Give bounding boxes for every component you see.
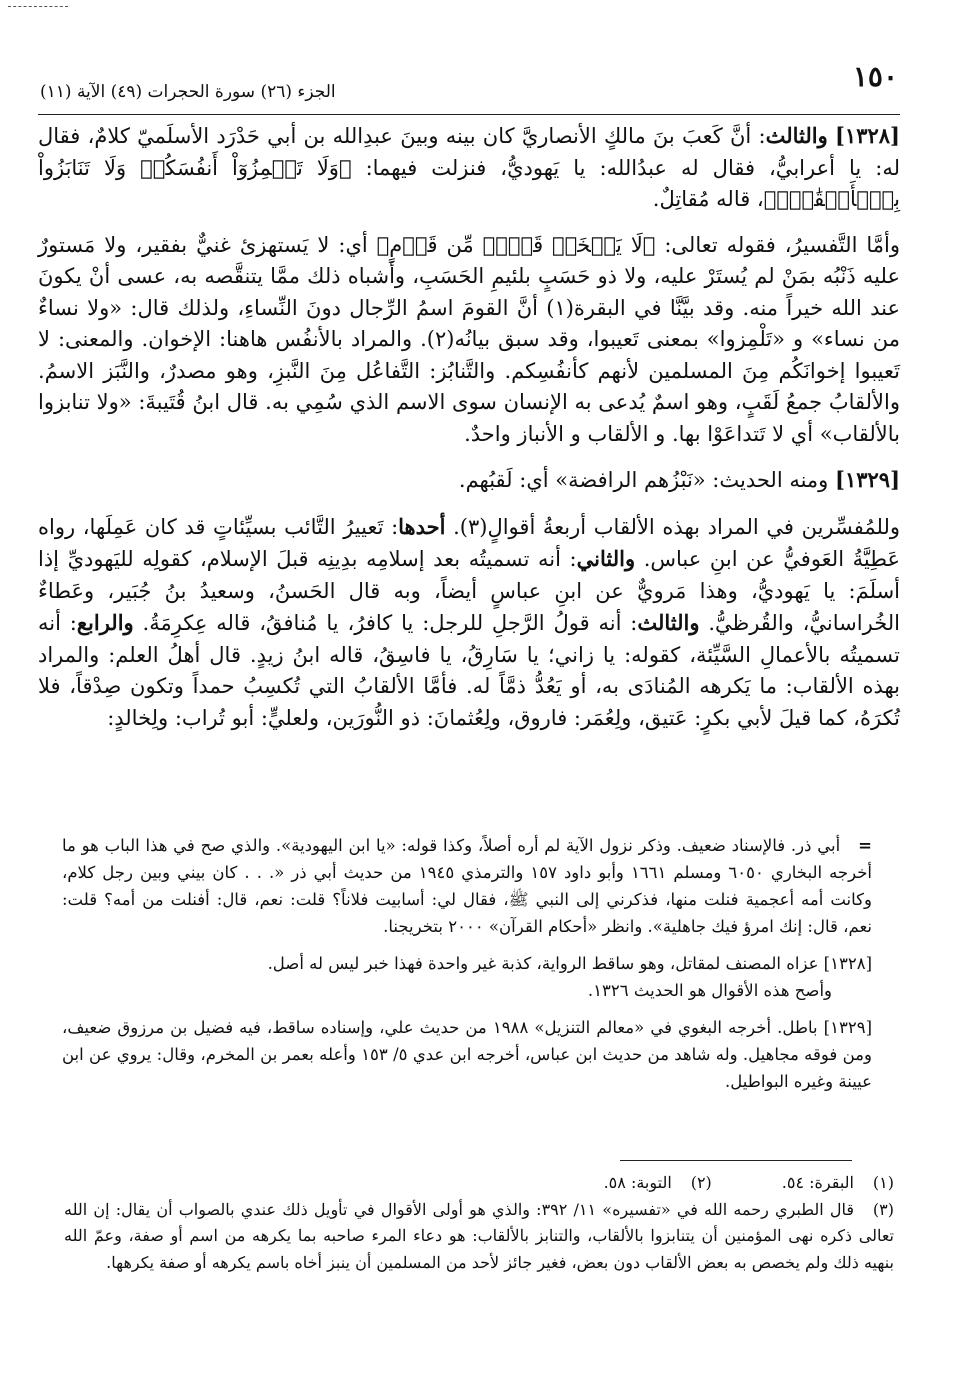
keyword-first: أحدها — [398, 513, 446, 539]
hadith-number: [١٣٢٩] — [835, 467, 900, 492]
note-text: أبي ذر. فالإسناد ضعيف. وذكر نزول الآية لم أره أصلاً، وكذا قوله: «يا ابن اليهودية». والذي صح في هذا الباب هو ما أخرجه البخاري ٦٠٥٠ ومسلم ١٦٦١ وأبو داود ١٥٧ والترمذي ١٩٤٥ من حديث أبي ذر «. . . كان بيني وبين رجل كلام، وكانت أمه أعجمية فنلت منها، فذكرني إلى النبي ﷺ، فقال لي: أسابيت فلاناً؟ قلت: نعم، قال: أفنلت من أمه؟ قلت: نعم، قال: إنك امرؤ فيك جاهلية». وانظر «أحكام القرآن» ٢٠٠٠ بتخريجنا. — [62, 836, 873, 936]
paragraph-1328 — [38, 120, 900, 216]
footnote-number: (١) — [872, 1173, 894, 1192]
takhrij-notes — [62, 832, 872, 1095]
continuation-mark: = — [858, 836, 872, 855]
note-1328: [١٣٢٨] عزاه المصنف لمقاتل، وهو ساقط الرواية، كذبة غير واحدة فهذا خبر ليس له أصل. — [267, 954, 872, 973]
footnote-number: (٣) — [872, 1199, 894, 1219]
keyword-third: والثالث — [637, 610, 700, 635]
page-header — [40, 60, 898, 106]
keyword-fourth: والرابع — [76, 610, 134, 635]
main-text — [38, 120, 900, 734]
text-run: : أنه تسميتُه بعد إسلامِه بدِينِه قبلَ الإسلام، كقولِه لليَهوديِّ إذا أسلَمَ: يا يَهوديُّ، وهذا مَرويٌّ عن ابنِ عباسٍ أيضاً، وبه قال الحَسنُ، وسعيدُ بنُ جُبَير، وعَطاءٌ الخُراسانيُّ، والقُرظيُّ. — [38, 547, 900, 635]
running-title: الجزء (٢٦) سورة الحجرات (٤٩) الآية (١١) — [40, 82, 336, 102]
paragraph-tafsir: وأمَّا التَّفسيرُ، فقوله تعالى: ﴿لَا يَسۡخَرۡ قَوۡمٞ مِّن قَوۡمٍ﴾ أي: لا يَستهزئ غنيٌّ بفقير، ولا مَستورٌ عليه ذَنْبُه بمَنْ لم يُستَرْ عليه، ولا ذو حَسَبٍ بلئيمِ الحَسَبِ، وأشباه ذلك ممَّا يتنقَّصه به، عسى أنْ يكونَ عند الله خيراً منه. وقد بيَّنَّا في البقرة(١) أنَّ القومَ اسمُ الرِّجال دونَ النِّساءِ، ولذلك قال: «ولا نساءٌ من نساء» و «تَلْمِزوا» بمعنى تَعيبوا، وقد سبق بيانُه(٢). والمراد بالأنفُس هاهنا: الإخوان. والمعنى: لا تَعيبوا إخوانَكُم مِنَ المسلمين لأنهم كأنفُسِكم. والتَّنابُز: التَّفاعُل مِنَ النَّبزِ، وهو مصدرٌ، والنَّبَز الاسمُ. والألقابُ جمعُ لَقَبٍ، وهو اسمٌ يُدعى به الإنسان سوى الاسم الذي سُمِي به. قال ابنُ قُتَيبةَ: «ولا تنابزوا بالألقاب» أي لا تَتداعَوْا بها. و الألقاب و الأنباز واحدٌ. — [38, 232, 900, 446]
paragraph-1329 — [38, 464, 900, 497]
top-dashed-line — [8, 6, 68, 7]
keyword-third: والثالث — [765, 123, 828, 148]
footnote-3 — [64, 1197, 894, 1277]
footnote-text: التوبة: ٥٨. — [603, 1173, 672, 1192]
paragraph-text: ومنه الحديث: «نَبْزُهم الرافضة» أي: لَقبُهم. — [458, 468, 835, 492]
note-1329: [١٣٢٩] باطل. أخرجه البغوي في «معالم التنزيل» ١٩٨٨ من حديث علي، وإسناده ساقط، فيه فضيل بن مرزوق ضعيف، ومن فوقه مجاهيل. وله شاهد من حديث ابن عباس، أخرجه ابن عدي ٥/ ١٥٣ وأعله بعمر بن المخرم، وقال: يروي عن ابن عيينة وغيره البواطيل. — [62, 1018, 872, 1091]
header-rule — [38, 114, 900, 115]
page-number: ١٥٠ — [852, 60, 898, 93]
paragraph-text: : أنَّ كَعبَ بنَ مالكٍ الأنصاريَّ كان بينه وبينَ عبدِالله بن أبي حَدْرَد الأسلَميّ كلامٌ، فقال له: يا أعرابيُّ، فقال له عبدُالله: يا يَهوديُّ، فنزلت فيهما: ﴿وَلَا تَلۡمِزُوٓاْ أَنفُسَكُمۡ وَلَا تَنَابَزُواْ بِٱلۡأَلۡقَٰبِۖ﴾، قاله مُقاتِلٌ. — [38, 124, 900, 211]
text-run: : أنه قولُ الرَّجلِ للرجل: يا كافرُ، يا مُنافقُ، قاله عِكرِمَةُ. — [133, 611, 638, 635]
text-run: : تَعييرُ التَّائب بسيِّئاتٍ قد كان عَمِلَها، رواه عَطِيَّةُ العَوفيُّ عن ابنِ عباس. — [38, 514, 900, 571]
note-continuation — [62, 832, 872, 940]
footnote-number: (٢) — [690, 1173, 712, 1192]
footnote-row — [64, 1170, 894, 1197]
paragraph-four-opinions — [38, 511, 900, 735]
footnote-text: البقرة: ٥٤. — [781, 1173, 854, 1192]
text-run: : أنه تسميتُه بالأعمالِ السَّيِّئة، كقوله: يا زاني؛ يا سَارِقُ، يا فاسِقُ، قاله ابنُ زيدٍ. قال أهلُ العلم: والمراد بهذه الألقاب: ما يَكرهه المُنادَى به، أو يَعُدُّ ذمَّاً له. فأمَّا الألقابُ التي تُكسِبُ حمداً وتكون صِدْقاً، فلا تُكرَهُ، كما قيلَ لأبي بكرٍ: عَتيق، ولِعُمَر: فاروق، ولِعُثمانَ: ذو النُّورَين، ولعليٍّ: أبو تُراب: ولِخالدٍ: — [38, 611, 900, 730]
hadith-number: [١٣٢٨] — [834, 123, 900, 148]
footnotes — [64, 1170, 894, 1276]
text-run: وللمُفسِّرين في المراد بهذه الألقاب أربعةُ أقوالٍ(٣). — [445, 514, 900, 539]
note-1328-continued: وأصح هذه الأقوال هو الحديث ١٣٢٦. — [587, 981, 832, 1000]
footnote-text: قال الطبري رحمه الله في «تفسيره» ١١/ ٣٩٢: والذي هو أولى الأقوال في تأويل ذلك عندي بالصواب أن يقال: إن الله تعالى ذكره نهى المؤمنين أن يتنابزوا بالألقاب، والتنابز بالألقاب: هو دعاء المرء صاحبه بما يكرهه من اسم أو صفة، وعمّ الله بنهيه ذلك ولم يخصص به بعض الألقاب دون بعض، فغير جائز لأحد من المسلمين أن ينبز أخاه باسم يكرهه أو صفة يكرهها. — [64, 1199, 894, 1272]
keyword-second: والثاني — [576, 546, 636, 571]
footnote-rule — [620, 1160, 852, 1161]
